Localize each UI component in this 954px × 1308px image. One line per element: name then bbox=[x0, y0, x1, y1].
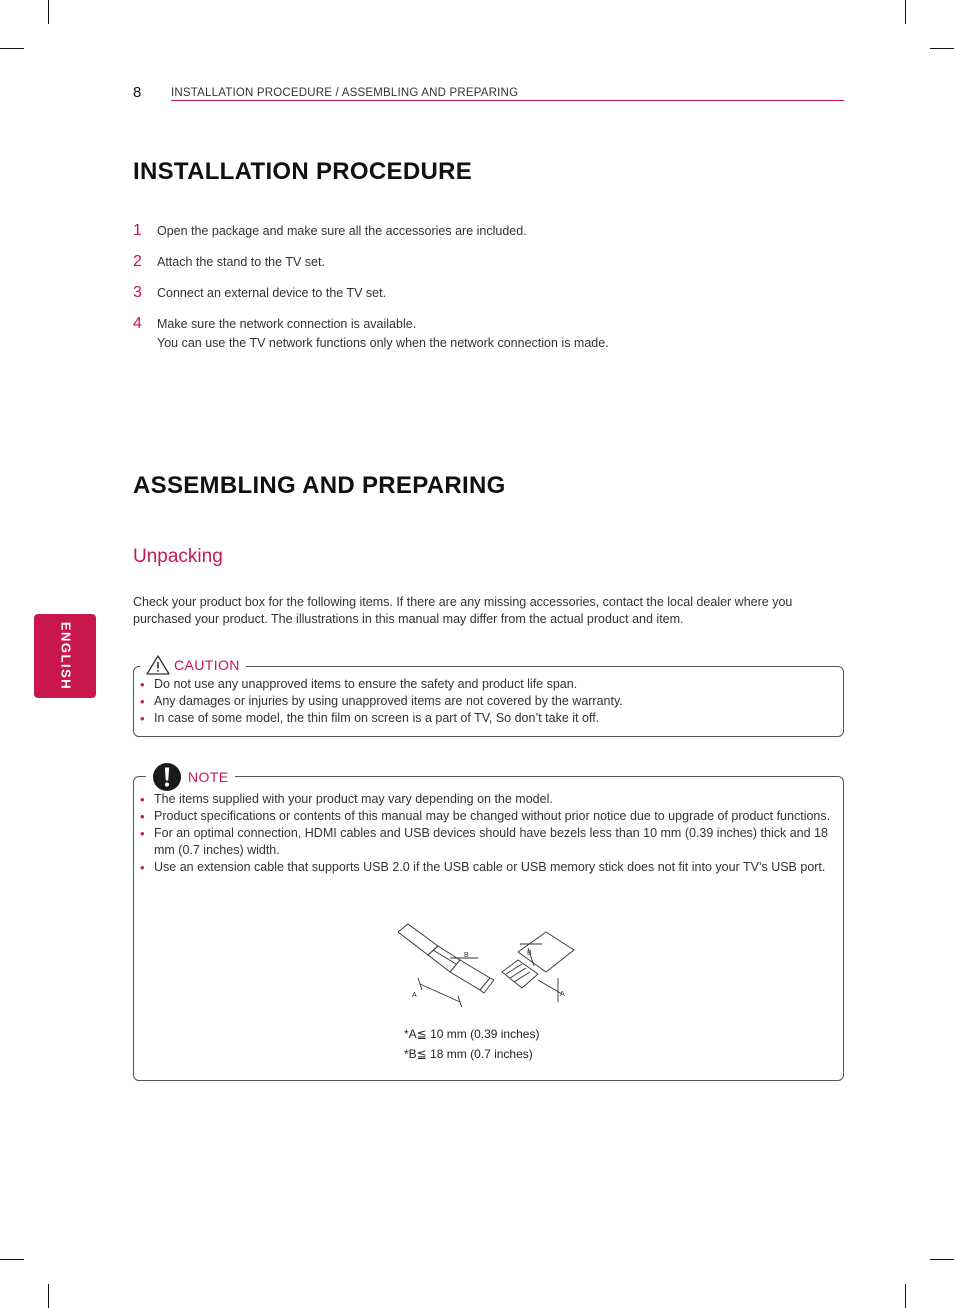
step-number: 3 bbox=[133, 284, 142, 301]
page-number: 8 bbox=[133, 84, 142, 101]
step-text: Open the package and make sure all the accessories are included. bbox=[157, 224, 527, 238]
step-number: 2 bbox=[133, 253, 142, 270]
dimension-label-a: A bbox=[560, 991, 565, 998]
step-text: Connect an external device to the TV set. bbox=[157, 286, 387, 300]
usb-stick-connector bbox=[502, 960, 538, 988]
header-rule bbox=[171, 100, 844, 101]
note-label: NOTE bbox=[188, 769, 229, 785]
caution-label: CAUTION bbox=[174, 657, 240, 673]
crop-mark bbox=[48, 0, 49, 24]
caution-item: • In case of some model, the thin film on screen is a part of TV, So don’t take it off. bbox=[134, 710, 834, 727]
crop-mark bbox=[905, 1284, 906, 1308]
step-item bbox=[133, 315, 833, 353]
step-text: Attach the stand to the TV set. bbox=[157, 255, 325, 269]
step-number: 1 bbox=[133, 222, 142, 239]
caution-item: • Do not use any unapproved items to ensure the safety and product life span. bbox=[134, 676, 834, 693]
intro-paragraph: Check your product box for the following items. If there are any missing accessories, contact the local dealer where you purchased your product. The illustrations in this manual may differ from the actual product and item. bbox=[133, 595, 793, 626]
crop-mark bbox=[0, 48, 24, 49]
warning-triangle-icon bbox=[146, 655, 170, 675]
crop-mark bbox=[930, 1259, 954, 1260]
dimension-label-a: A bbox=[412, 992, 417, 999]
running-header: INSTALLATION PROCEDURE / ASSEMBLING AND PREPARING bbox=[171, 87, 519, 99]
caution-box bbox=[133, 657, 844, 737]
crop-mark bbox=[48, 1284, 49, 1308]
dimension-caption-b: *B≦ 18 mm (0.7 inches) bbox=[404, 1047, 533, 1061]
assembling-heading: ASSEMBLING AND PREPARING bbox=[133, 472, 506, 499]
unpacking-subheading: Unpacking bbox=[133, 546, 223, 567]
connector-size-diagram bbox=[398, 922, 578, 1007]
caution-item: • Any damages or injuries by using unapproved items are not covered by the warranty. bbox=[134, 693, 834, 710]
note-title bbox=[146, 762, 235, 792]
exclamation-circle-icon bbox=[152, 762, 182, 792]
crop-mark bbox=[930, 48, 954, 49]
note-item: • Product specifications or contents of this manual may be changed without prior notice due to upgrade of product functions. bbox=[134, 808, 832, 825]
step-item bbox=[133, 222, 833, 241]
step-item bbox=[133, 284, 833, 303]
note-item: • The items supplied with your product may vary depending on the model. bbox=[134, 791, 832, 808]
step-number: 4 bbox=[133, 315, 142, 332]
hdmi-cable-outline bbox=[398, 924, 438, 955]
caution-list bbox=[134, 676, 834, 727]
note-item: • Use an extension cable that supports USB 2.0 if the USB cable or USB memory stick does not fit into your TV’s USB port. bbox=[134, 859, 832, 876]
note-item: • For an optimal connection, HDMI cables and USB devices should have bezels less than 10 mm (0.39 inches) thick and 18 mm (0.7 inches) width. bbox=[134, 825, 832, 859]
step-text: Make sure the network connection is available. bbox=[157, 317, 417, 331]
caution-title bbox=[140, 655, 246, 675]
dimension-caption-a: *A≦ 10 mm (0.39 inches) bbox=[404, 1027, 540, 1041]
hdmi-plug-body bbox=[428, 946, 460, 972]
crop-mark bbox=[905, 0, 906, 24]
step-text-continued: You can use the TV network functions only when the network connection is made. bbox=[157, 336, 609, 350]
step-item bbox=[133, 253, 833, 272]
dimension-label-b: B bbox=[464, 952, 469, 959]
crop-mark bbox=[0, 1259, 24, 1260]
note-list bbox=[134, 791, 832, 876]
installation-steps bbox=[133, 222, 833, 365]
dimension-label-b: B bbox=[527, 950, 532, 957]
language-tab-label: ENGLISH bbox=[58, 621, 74, 691]
installation-heading: INSTALLATION PROCEDURE bbox=[133, 158, 473, 185]
